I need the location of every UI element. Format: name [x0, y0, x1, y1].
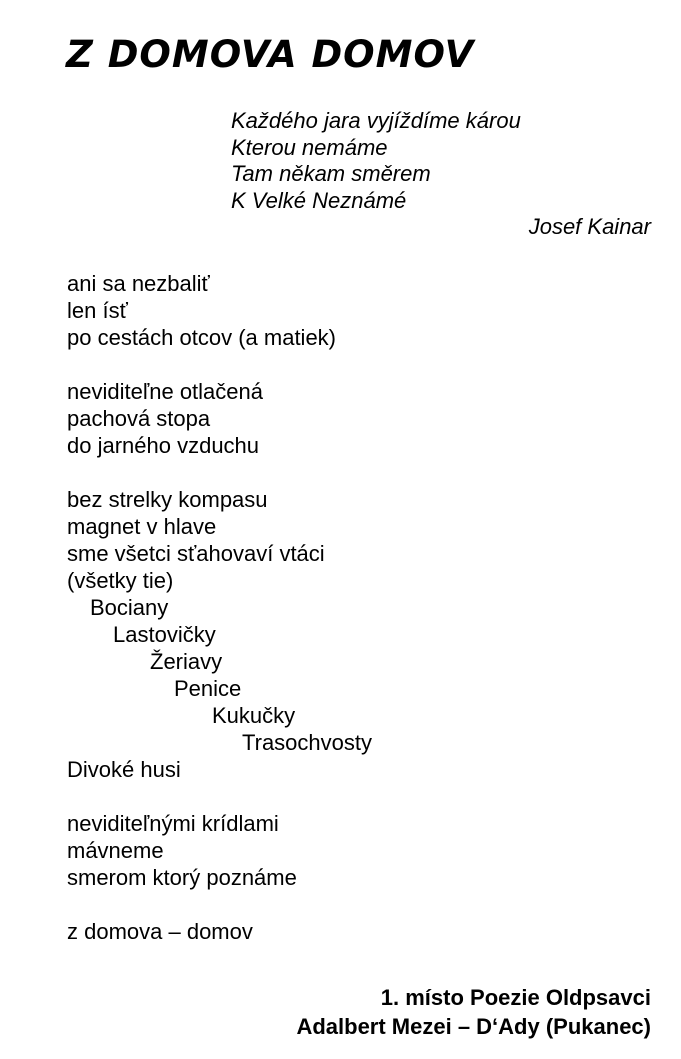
poem-title: Z DOMOVA DOMOV	[66, 33, 475, 76]
verse-line-bird: Trasochvosty	[242, 730, 373, 755]
author-line: Adalbert Mezei – D‘Ady (Pukanec)	[296, 1014, 651, 1039]
verse-line-bird: Lastovičky	[113, 622, 216, 647]
verse-line-bird: Penice	[174, 676, 242, 701]
verse-line: magnet v hlave	[67, 514, 217, 539]
verse-line: bez strelky kompasu	[67, 487, 268, 512]
verse-line: ani sa nezbaliť	[67, 271, 210, 296]
verse-line: len ísť	[67, 298, 128, 323]
verse-line: Divoké husi	[67, 757, 181, 782]
verse-line: pachová stopa	[67, 406, 211, 431]
verse-line: neviditeľnými krídlami	[67, 811, 279, 836]
credits	[296, 983, 651, 1041]
verse-line: sme všetci sťahovaví vtáci	[67, 541, 325, 566]
stanza-2	[67, 378, 647, 459]
stanza-4	[67, 810, 647, 891]
epigraph-line: Tam někam směrem	[231, 161, 431, 186]
verse-line: neviditeľne otlačená	[67, 379, 264, 404]
verse-line: smerom ktorý poznáme	[67, 865, 297, 890]
epigraph-line: K Velké Neznámé	[231, 187, 407, 213]
verse-line: mávneme	[67, 838, 164, 863]
poem-body	[67, 270, 647, 945]
verse-line-bird: Kukučky	[212, 703, 296, 728]
epigraph-author: Josef Kainar	[528, 214, 651, 239]
stanza-5	[67, 918, 647, 945]
epigraph-line: Každého jara vyjíždíme károu	[231, 108, 521, 133]
epigraph-line: Kterou nemáme	[231, 134, 388, 160]
verse-line-bird: Žeriavy	[150, 649, 223, 674]
verse-line-bird: Bociany	[90, 595, 169, 620]
stanza-3	[67, 486, 647, 783]
verse-line: po cestách otcov (a matiek)	[67, 325, 337, 350]
stanza-1	[67, 270, 647, 351]
award-line: 1. místo Poezie Oldpsavci	[380, 985, 651, 1010]
verse-line: (všetky tie)	[67, 568, 174, 593]
verse-line: do jarného vzduchu	[67, 433, 260, 458]
epigraph	[231, 108, 651, 241]
verse-line: z domova – domov	[67, 919, 253, 944]
